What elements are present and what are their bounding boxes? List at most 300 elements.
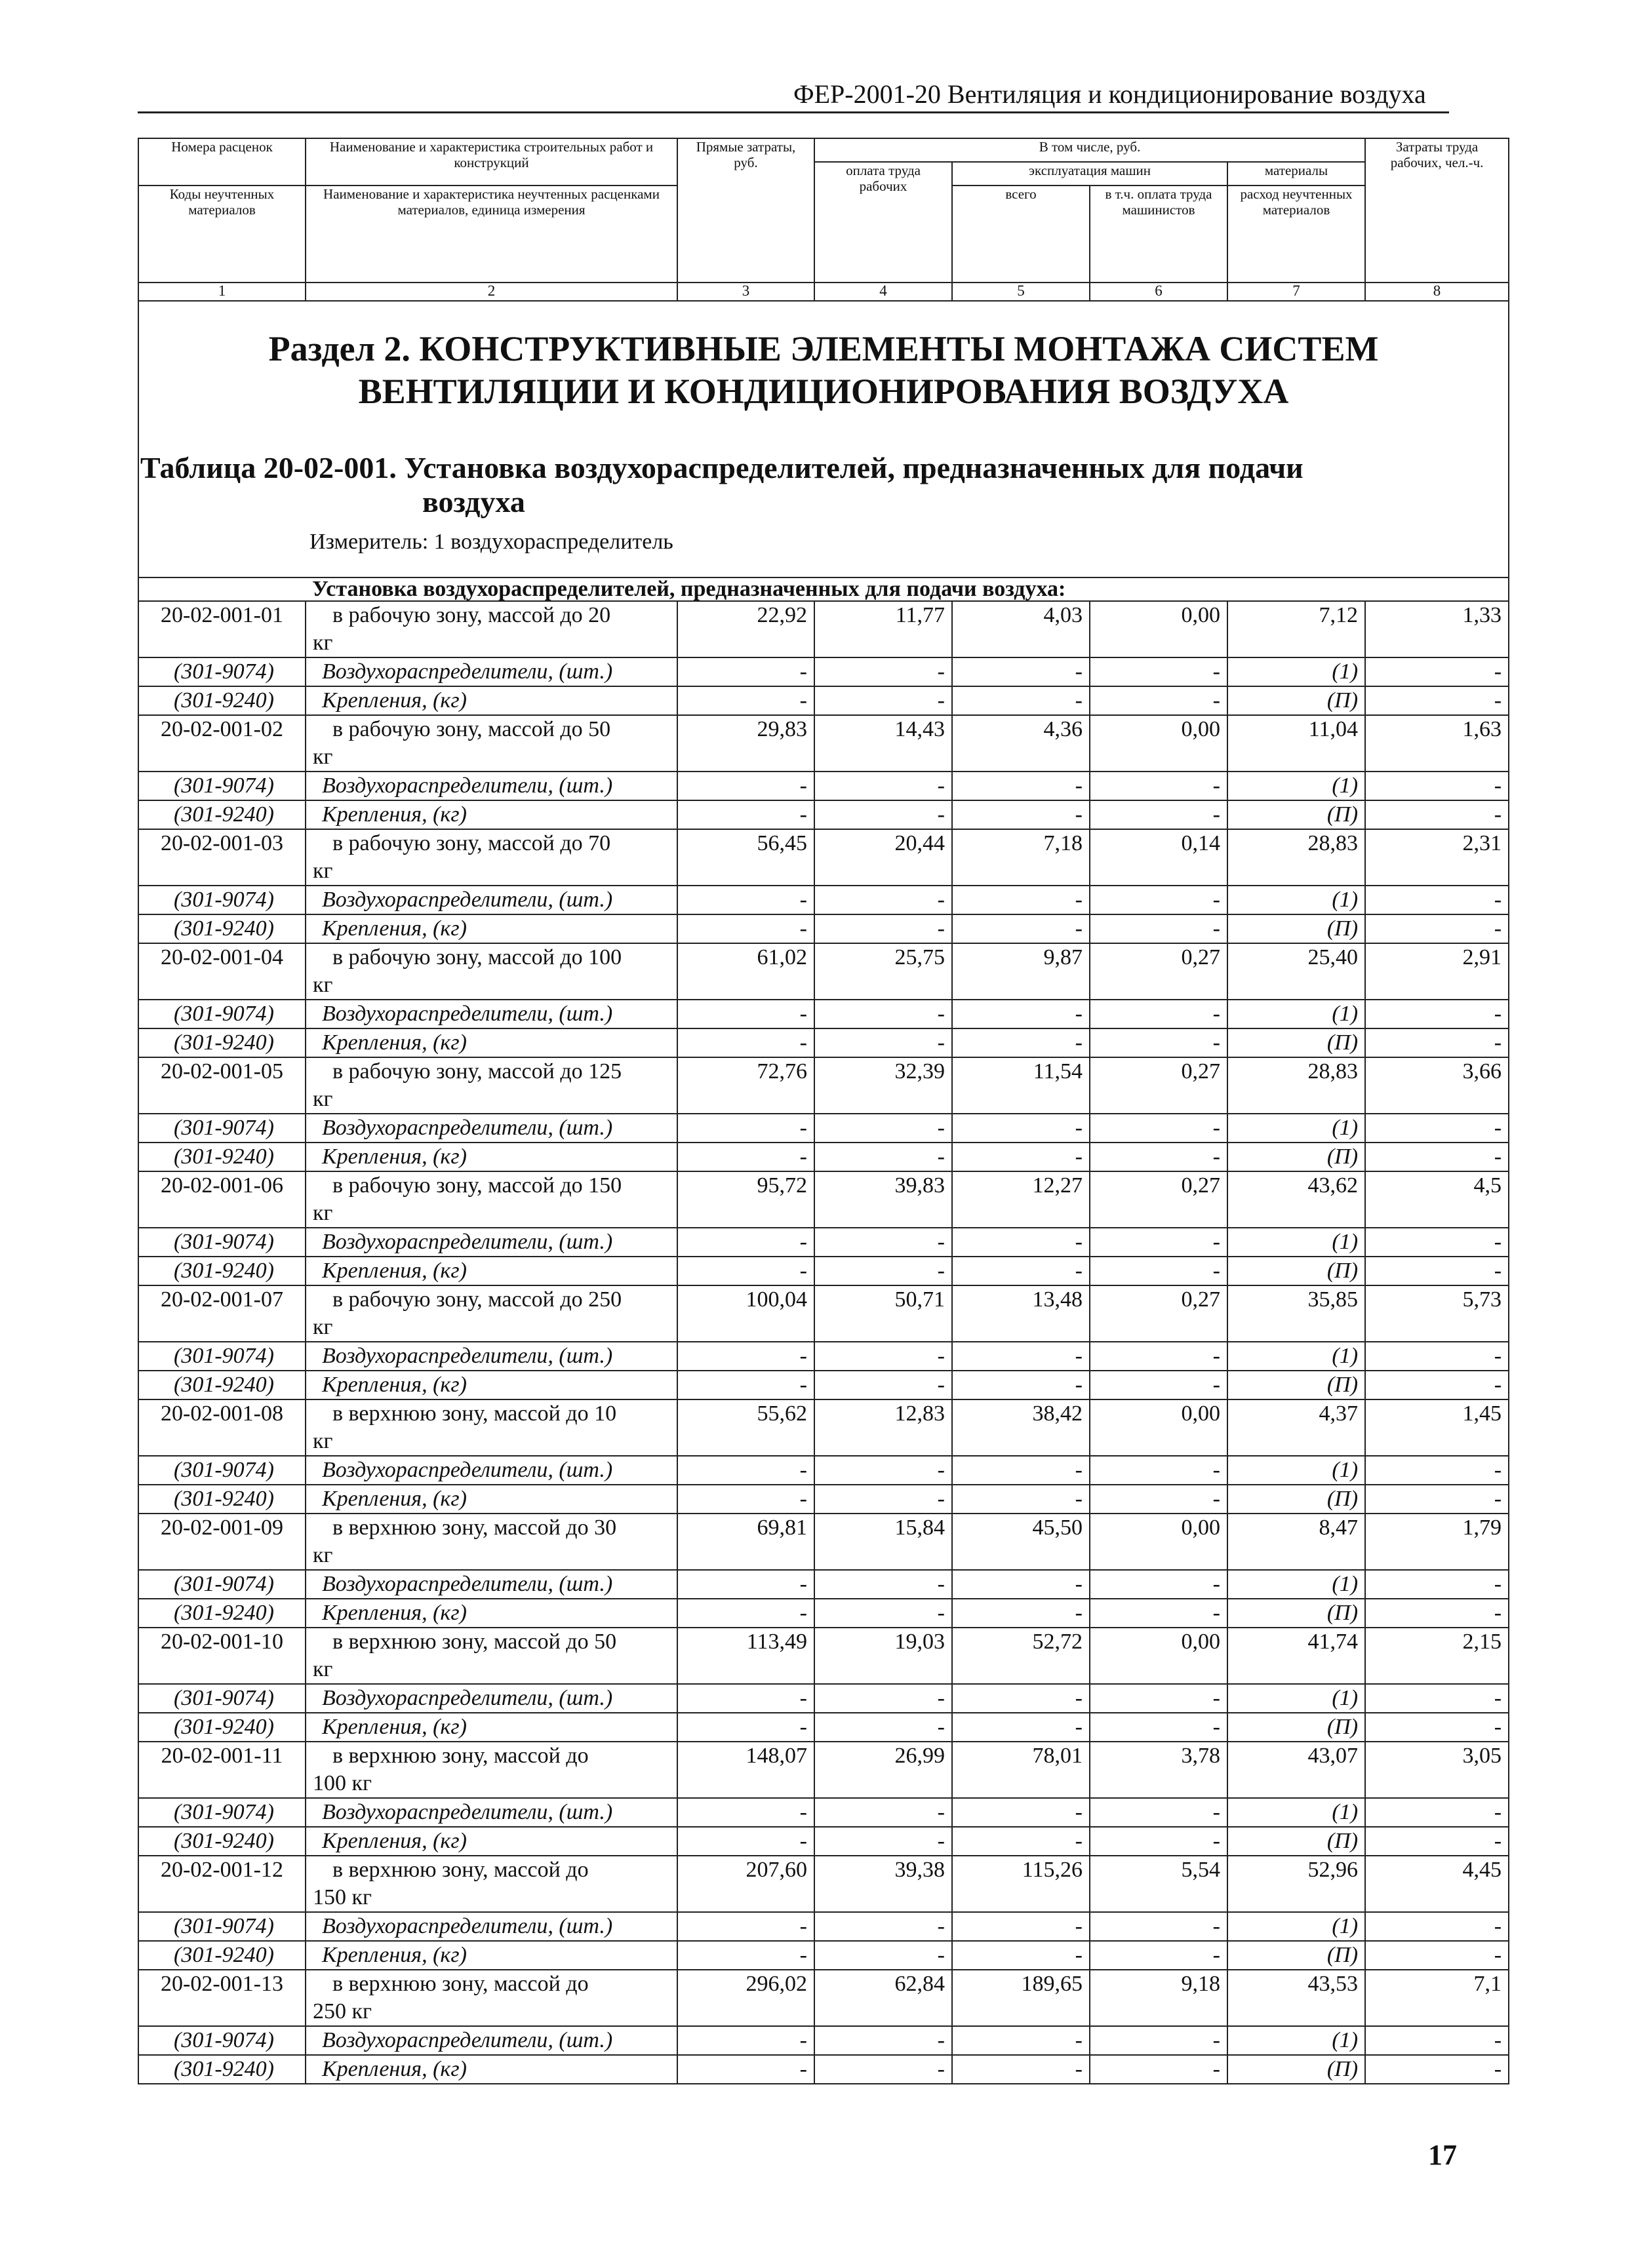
material-code [138,772,306,800]
dash-cell: - [1365,657,1509,686]
material-row [138,1000,1509,1028]
rate-code: 20-02-001-09 [138,1514,306,1570]
table-row [138,1628,1509,1684]
work-name-line: кг [313,859,333,883]
value-cell: 38,42 [952,1399,1090,1456]
material-code [138,1570,306,1599]
dash-cell: - [1090,1713,1227,1742]
dash-cell: - [1365,1485,1509,1514]
dash-cell: - [952,657,1090,686]
dash-cell: - [952,1912,1090,1941]
table-row [138,1856,1509,1912]
dash-cell: - [952,1798,1090,1827]
material-qty: (1) [1227,772,1365,800]
work-name [306,943,677,1000]
material-row [138,1827,1509,1856]
material-code [138,1941,306,1970]
section-title [146,328,1502,413]
dash-cell: - [814,1684,952,1713]
value-cell: 0,27 [1090,1285,1227,1342]
material-qty: (1) [1227,886,1365,914]
material-name: Воздухораспределители, (шт.) [306,886,677,914]
value-cell: 2,31 [1365,829,1509,886]
dash-cell: - [1365,1456,1509,1485]
material-code [138,1798,306,1827]
rate-code: 20-02-001-06 [138,1171,306,1228]
dash-cell: - [1365,1114,1509,1143]
value-cell: 25,40 [1227,943,1365,1000]
dash-cell: - [1365,1713,1509,1742]
material-code [138,1114,306,1143]
value-cell: 55,62 [677,1399,814,1456]
value-cell: 50,71 [814,1285,952,1342]
value-cell: 39,83 [814,1171,952,1228]
value-cell: 4,45 [1365,1856,1509,1912]
table-row [138,1742,1509,1798]
value-cell: 28,83 [1227,829,1365,886]
material-code [138,1342,306,1371]
dash-cell: - [952,2026,1090,2055]
value-cell: 12,83 [814,1399,952,1456]
dash-cell: - [677,1342,814,1371]
dash-cell: - [1090,1257,1227,1285]
material-qty: (П) [1227,1827,1365,1856]
material-name: Крепления, (кг) [306,1713,677,1742]
table-row [138,829,1509,886]
dash-cell: - [1365,1371,1509,1399]
material-code [138,886,306,914]
material-row [138,1257,1509,1285]
dash-cell: - [1365,886,1509,914]
material-row [138,1114,1509,1143]
dash-cell: - [1365,1684,1509,1713]
col-number: 5 [952,283,1090,301]
dash-cell: - [677,1228,814,1257]
material-qty: (1) [1227,1342,1365,1371]
dash-cell: - [677,1827,814,1856]
dash-cell: - [814,886,952,914]
material-qty: (П) [1227,1028,1365,1057]
value-cell: 1,79 [1365,1514,1509,1570]
dash-cell: - [952,886,1090,914]
dash-cell: - [952,1228,1090,1257]
work-name-line: кг [313,1657,333,1681]
value-cell: 5,73 [1365,1285,1509,1342]
material-qty: (1) [1227,2026,1365,2055]
material-code-text: (301-9074) [174,1458,274,1482]
table-row [138,1970,1509,2026]
value-cell: 0,27 [1090,1171,1227,1228]
material-code-text: (301-9240) [174,802,274,827]
material-name: Крепления, (кг) [306,1485,677,1514]
dash-cell: - [952,1342,1090,1371]
material-code-text: (301-9074) [174,1800,274,1824]
col4-header: оплата труда рабочих [814,162,952,283]
dash-cell: - [1090,1798,1227,1827]
dash-cell: - [1365,1941,1509,1970]
dash-cell: - [1090,2055,1227,2084]
value-cell: 4,5 [1365,1171,1509,1228]
work-name-line: в рабочую зону, массой до 70 [332,831,611,855]
dash-cell: - [1365,1599,1509,1628]
material-code-text: (301-9074) [174,1344,274,1368]
material-qty: (П) [1227,1257,1365,1285]
group-title: Установка воздухораспределителей, предназначенных для подачи воздуха: [306,577,1509,601]
material-code [138,1912,306,1941]
dash-cell: - [814,1143,952,1171]
dash-cell: - [814,772,952,800]
material-code [138,1257,306,1285]
dash-cell: - [814,1257,952,1285]
dash-cell: - [677,686,814,715]
dash-cell: - [814,1114,952,1143]
material-code [138,1143,306,1171]
value-cell: 61,02 [677,943,814,1000]
material-name: Крепления, (кг) [306,2055,677,2084]
material-code-text: (301-9074) [174,888,274,912]
material-qty: (1) [1227,1912,1365,1941]
material-row [138,1228,1509,1257]
value-cell: 0,27 [1090,1057,1227,1114]
value-cell: 1,33 [1365,601,1509,657]
dash-cell: - [1090,772,1227,800]
material-row [138,1713,1509,1742]
material-qty: (1) [1227,1000,1365,1028]
value-cell: 95,72 [677,1171,814,1228]
value-cell: 0,27 [1090,943,1227,1000]
value-cell: 4,37 [1227,1399,1365,1456]
value-cell: 3,05 [1365,1742,1509,1798]
dash-cell: - [814,1342,952,1371]
rate-code: 20-02-001-01 [138,601,306,657]
dash-cell: - [1365,914,1509,943]
value-cell: 4,36 [952,715,1090,772]
material-row [138,2026,1509,2055]
dash-cell: - [814,2055,952,2084]
work-name-line: в верхнюю зону, массой до 10 [332,1401,617,1426]
dash-cell: - [1090,886,1227,914]
rate-code: 20-02-001-02 [138,715,306,772]
col-number: 6 [1090,283,1227,301]
work-name [306,1742,677,1798]
value-cell: 26,99 [814,1742,952,1798]
dash-cell: - [814,1570,952,1599]
dash-cell: - [1090,914,1227,943]
material-code-text: (301-9240) [174,2057,274,2081]
work-name-line: 100 кг [313,1771,372,1795]
dash-cell: - [952,1000,1090,1028]
material-name: Воздухораспределители, (шт.) [306,1912,677,1941]
value-cell: 41,74 [1227,1628,1365,1684]
work-name-line: в верхнюю зону, массой до [332,1972,589,1996]
dash-cell: - [1365,1827,1509,1856]
material-code-text: (301-9074) [174,1572,274,1596]
value-cell: 32,39 [814,1057,952,1114]
dash-cell: - [952,1684,1090,1713]
work-name-line: кг [313,973,333,997]
work-name [306,829,677,886]
dash-cell: - [677,2026,814,2055]
dash-cell: - [677,772,814,800]
dash-cell: - [1365,2026,1509,2055]
material-row [138,1684,1509,1713]
dash-cell: - [814,1028,952,1057]
work-name [306,1285,677,1342]
material-row [138,1941,1509,1970]
dash-cell: - [814,1713,952,1742]
value-cell: 19,03 [814,1628,952,1684]
work-name-line: в рабочую зону, массой до 250 [332,1287,622,1312]
value-cell: 72,76 [677,1057,814,1114]
col8-header: Затраты труда рабочих, чел.-ч. [1365,138,1509,283]
material-code-text: (301-9240) [174,916,274,941]
dash-cell: - [1090,1941,1227,1970]
value-cell: 207,60 [677,1856,814,1912]
measure-unit: Измеритель: 1 воздухораспределитель [309,530,673,555]
material-name: Воздухораспределители, (шт.) [306,1798,677,1827]
work-name [306,715,677,772]
dash-cell: - [1090,1827,1227,1856]
dash-cell: - [677,1570,814,1599]
dash-cell: - [1090,1485,1227,1514]
dash-cell: - [814,1827,952,1856]
dash-cell: - [952,1941,1090,1970]
value-cell: 52,72 [952,1628,1090,1684]
value-cell: 2,15 [1365,1628,1509,1684]
table-row [138,1285,1509,1342]
value-cell: 14,43 [814,715,952,772]
dash-cell: - [952,1485,1090,1514]
col1-top-header: Номера расценок [138,138,306,186]
material-qty: (1) [1227,1114,1365,1143]
value-cell: 62,84 [814,1970,952,2026]
dash-cell: - [1365,1257,1509,1285]
dash-cell: - [814,2026,952,2055]
work-name-line: в верхнюю зону, массой до 50 [332,1630,617,1654]
page-number: 17 [1428,2139,1457,2171]
rate-code: 20-02-001-03 [138,829,306,886]
dash-cell: - [677,1000,814,1028]
table-title-line: воздуха [422,485,525,519]
dash-cell: - [1090,1684,1227,1713]
value-cell: 11,04 [1227,715,1365,772]
material-code [138,1827,306,1856]
material-qty: (П) [1227,800,1365,829]
machines-header: эксплуатация машин [952,162,1227,186]
material-qty: (1) [1227,1684,1365,1713]
dash-cell: - [677,800,814,829]
dash-cell: - [677,1143,814,1171]
dash-cell: - [1090,1570,1227,1599]
work-name-line: 150 кг [313,1885,372,1909]
dash-cell: - [952,772,1090,800]
material-name: Крепления, (кг) [306,1257,677,1285]
dash-cell: - [952,1827,1090,1856]
work-name-line: кг [313,1429,333,1453]
rate-code: 20-02-001-08 [138,1399,306,1456]
value-cell: 1,45 [1365,1399,1509,1456]
work-name [306,1171,677,1228]
material-row [138,1143,1509,1171]
rate-code: 20-02-001-11 [138,1742,306,1798]
rate-code: 20-02-001-12 [138,1856,306,1912]
dash-cell: - [1090,657,1227,686]
value-cell: 115,26 [952,1856,1090,1912]
table-title-line: Таблица 20-02-001. Установка воздухораспределителей, предназначенных для подачи [140,450,1304,484]
rate-code: 20-02-001-07 [138,1285,306,1342]
material-code-text: (301-9240) [174,688,274,713]
material-code-text: (301-9240) [174,1030,274,1055]
dash-cell: - [1090,1456,1227,1485]
dash-cell: - [1365,1143,1509,1171]
value-cell: 52,96 [1227,1856,1365,1912]
material-name: Крепления, (кг) [306,1143,677,1171]
col-number: 4 [814,283,952,301]
dash-cell: - [814,657,952,686]
dash-cell: - [1090,1028,1227,1057]
work-name-line: кг [313,1201,333,1225]
dash-cell: - [1365,1000,1509,1028]
rate-code: 20-02-001-04 [138,943,306,1000]
col1-bottom-header: Коды неучтенных материалов [138,186,306,283]
value-cell: 0,00 [1090,715,1227,772]
value-cell: 7,1 [1365,1970,1509,2026]
work-name-line: кг [313,1087,333,1111]
rate-code: 20-02-001-13 [138,1970,306,2026]
material-name: Крепления, (кг) [306,1371,677,1399]
dash-cell: - [952,1114,1090,1143]
dash-cell: - [1090,1000,1227,1028]
dash-cell: - [677,1941,814,1970]
value-cell: 5,54 [1090,1856,1227,1912]
dash-cell: - [677,1028,814,1057]
material-code-text: (301-9240) [174,1487,274,1511]
dash-cell: - [1365,1228,1509,1257]
material-code [138,800,306,829]
value-cell: 15,84 [814,1514,952,1570]
material-name: Крепления, (кг) [306,1827,677,1856]
material-name: Воздухораспределители, (шт.) [306,1114,677,1143]
material-row [138,2055,1509,2084]
dash-cell: - [1365,2055,1509,2084]
material-name: Воздухораспределители, (шт.) [306,1570,677,1599]
work-name-line: в рабочую зону, массой до 20 [332,603,611,627]
material-name: Воздухораспределители, (шт.) [306,1342,677,1371]
dash-cell: - [952,1713,1090,1742]
dash-cell: - [952,800,1090,829]
material-row [138,686,1509,715]
material-row [138,1912,1509,1941]
material-qty: (П) [1227,914,1365,943]
material-row [138,1485,1509,1514]
dash-cell: - [677,1485,814,1514]
material-code-text: (301-9240) [174,1373,274,1397]
col-number: 2 [306,283,677,301]
value-cell: 3,78 [1090,1742,1227,1798]
dash-cell: - [1090,1599,1227,1628]
col-number: 8 [1365,283,1509,301]
col7-header: расход неучтенных материалов [1227,186,1365,283]
work-name-line: в верхнюю зону, массой до [332,1858,589,1882]
dash-cell: - [677,1912,814,1941]
value-cell: 78,01 [952,1742,1090,1798]
value-cell: 43,07 [1227,1742,1365,1798]
work-name-line: в рабочую зону, массой до 100 [332,945,622,969]
work-name-line: кг [313,1315,333,1339]
table-row [138,943,1509,1000]
material-name: Воздухораспределители, (шт.) [306,1000,677,1028]
work-name [306,1856,677,1912]
dash-cell: - [677,1713,814,1742]
table-row [138,1057,1509,1114]
dash-cell: - [814,686,952,715]
value-cell: 7,18 [952,829,1090,886]
material-code [138,657,306,686]
work-name-line: в рабочую зону, массой до 125 [332,1059,622,1084]
value-cell: 12,27 [952,1171,1090,1228]
table-row [138,1514,1509,1570]
value-cell: 11,77 [814,601,952,657]
material-row [138,1371,1509,1399]
col-number: 1 [138,283,306,301]
dash-cell: - [952,1028,1090,1057]
dash-cell: - [1090,1114,1227,1143]
work-name [306,1970,677,2026]
material-code-text: (301-9074) [174,659,274,684]
material-qty: (П) [1227,1485,1365,1514]
dash-cell: - [952,1570,1090,1599]
value-cell: 0,00 [1090,1514,1227,1570]
material-row [138,914,1509,943]
col3-header: Прямые затраты, руб. [677,138,814,283]
dash-cell: - [814,1599,952,1628]
dash-cell: - [1365,686,1509,715]
dash-cell: - [1090,1228,1227,1257]
dash-cell: - [952,2055,1090,2084]
col-number: 7 [1227,283,1365,301]
material-name: Крепления, (кг) [306,1941,677,1970]
material-qty: (П) [1227,1143,1365,1171]
dash-cell: - [677,1684,814,1713]
dash-cell: - [677,2055,814,2084]
col2-top-header: Наименование и характеристика строительных работ и конструкций [306,138,677,186]
dash-cell: - [952,1456,1090,1485]
dash-cell: - [814,1941,952,1970]
value-cell: 69,81 [677,1514,814,1570]
work-name [306,1057,677,1114]
value-cell: 9,87 [952,943,1090,1000]
material-name: Воздухораспределители, (шт.) [306,1684,677,1713]
value-cell: 0,14 [1090,829,1227,886]
material-qty: (П) [1227,1371,1365,1399]
material-code [138,1228,306,1257]
material-code-text: (301-9240) [174,1943,274,1967]
dash-cell: - [814,1371,952,1399]
value-cell: 296,02 [677,1970,814,2026]
dash-cell: - [677,886,814,914]
material-qty: (П) [1227,1713,1365,1742]
page-header: ФЕР-2001-20 Вентиляция и кондиционирование воздуха [793,79,1426,109]
dash-cell: - [952,914,1090,943]
material-code [138,914,306,943]
material-name: Крепления, (кг) [306,914,677,943]
material-row [138,1798,1509,1827]
dash-cell: - [677,914,814,943]
dash-cell: - [952,1143,1090,1171]
dash-cell: - [952,1371,1090,1399]
material-code-text: (301-9240) [174,1259,274,1283]
material-code-text: (301-9074) [174,1686,274,1710]
